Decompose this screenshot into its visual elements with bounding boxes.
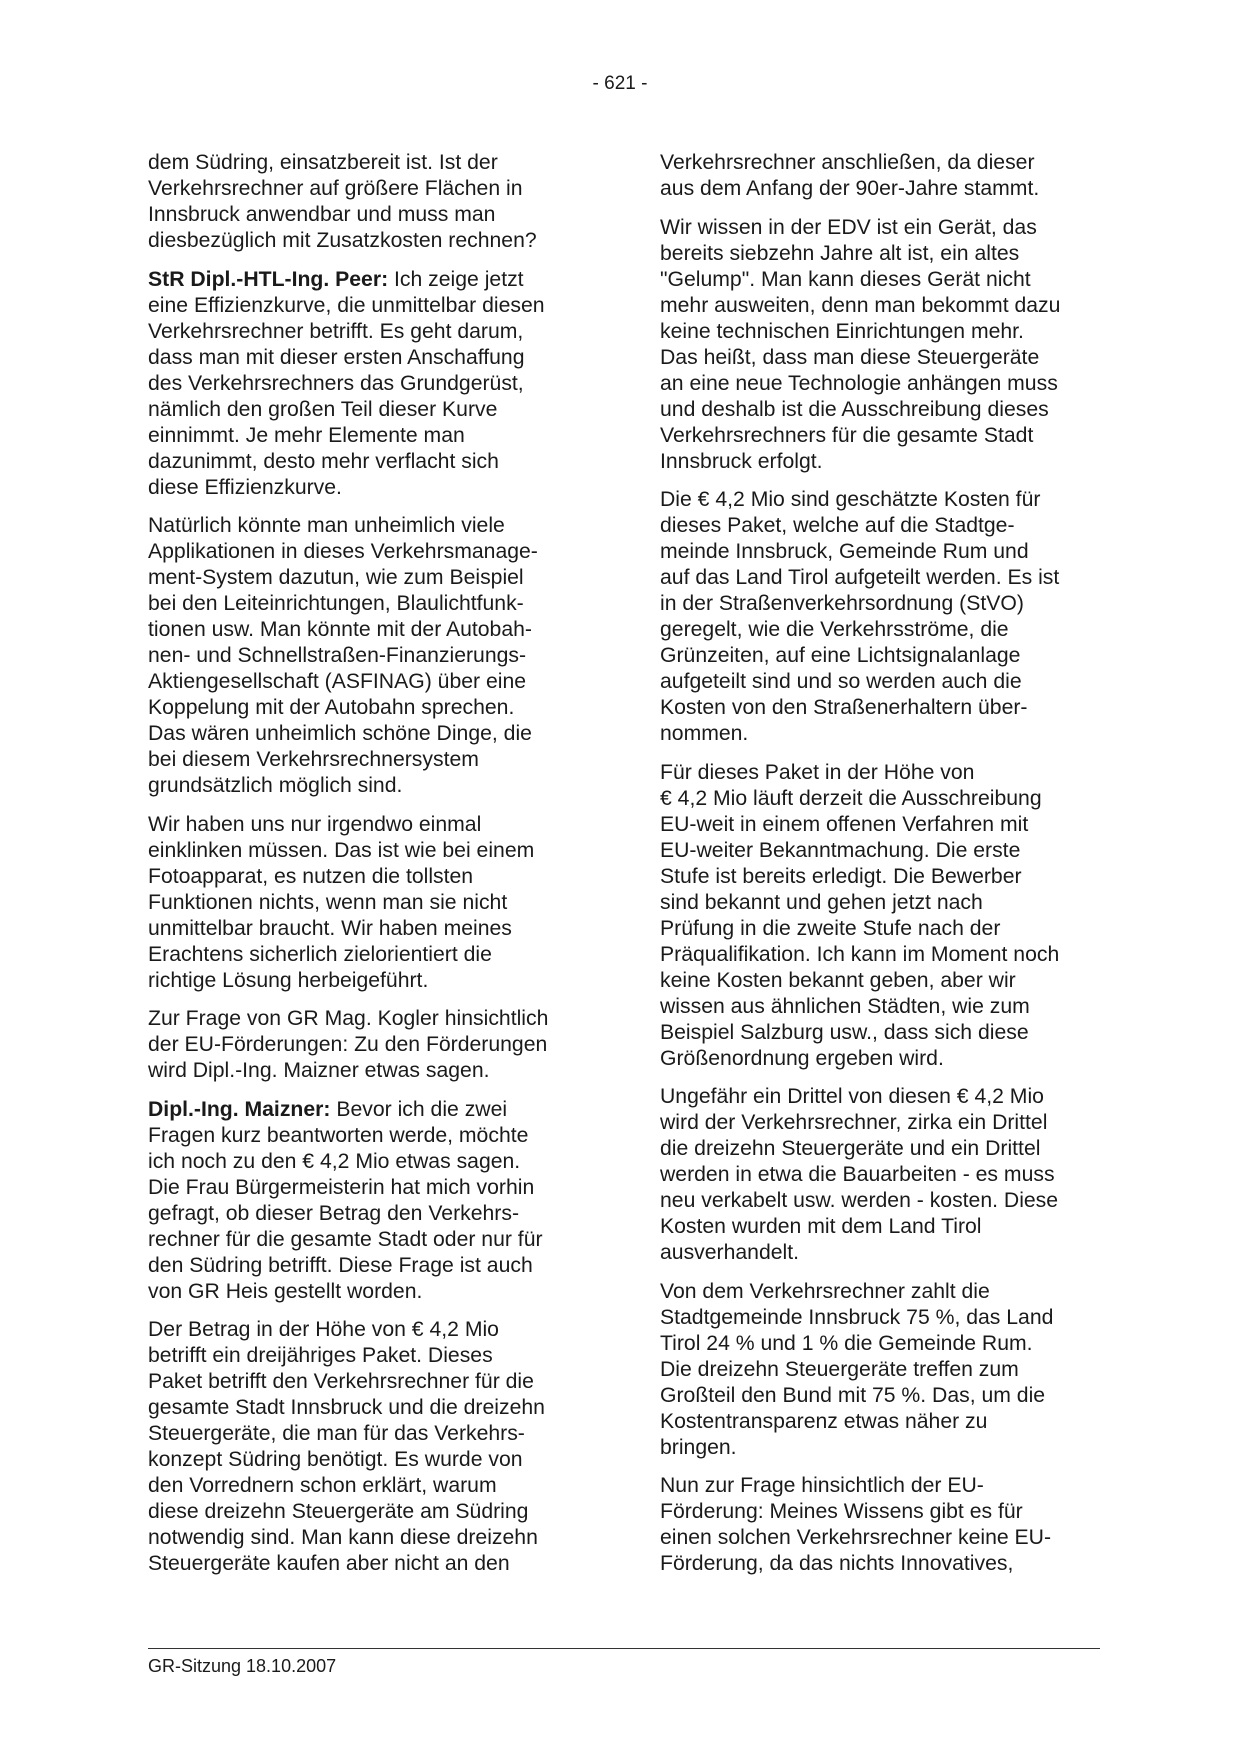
- text-line: dazunimmt, desto mehr verflacht sich: [148, 449, 499, 473]
- paragraph: [660, 487, 1115, 747]
- text-line: Nun zur Frage hinsichtlich der EU-: [660, 1474, 984, 1497]
- text-line: wissen aus ähnlichen Städten, wie zum: [660, 994, 1030, 1018]
- text-line: werden in etwa die Bauarbeiten - es muss: [660, 1163, 1055, 1186]
- text-line: nommen.: [660, 722, 749, 745]
- text-line: betrifft ein dreijähriges Paket. Dieses: [148, 1344, 493, 1367]
- text-line: Tirol 24 % und 1 % die Gemeinde Rum.: [660, 1331, 1033, 1355]
- paragraph: [148, 812, 603, 994]
- paragraph: [660, 1473, 1115, 1577]
- text-line: Erachtens sicherlich zielorientiert die: [148, 942, 492, 966]
- text-line: EU-weiter Bekanntmachung. Die erste: [660, 838, 1021, 862]
- text-line: des Verkehrsrechners das Grundgerüst,: [148, 371, 524, 395]
- text-line: dieses Paket, welche auf die Stadtge-: [660, 514, 1015, 537]
- text-line: ausverhandelt.: [660, 1241, 799, 1264]
- text-line: mehr ausweiten, denn man bekommt dazu: [660, 293, 1061, 317]
- text-line: EU-weit in einem offenen Verfahren mit: [660, 812, 1029, 836]
- text-line: aus dem Anfang der 90er-Jahre stammt.: [660, 177, 1040, 200]
- text-line: Paket betrifft den Verkehrsrechner für die: [148, 1370, 534, 1393]
- text-line: notwendig sind. Man kann diese dreizehn: [148, 1526, 538, 1549]
- text-line: Großteil den Bund mit 75 %. Das, um die: [660, 1383, 1046, 1407]
- text-line: meinde Innsbruck, Gemeinde Rum und: [660, 540, 1029, 563]
- text-line: Innsbruck erfolgt.: [660, 449, 823, 473]
- text-line: Ungefähr ein Drittel von diesen € 4,2 Mio: [660, 1085, 1044, 1108]
- text-line: eine Effizienzkurve, die unmittelbar diesen: [148, 293, 545, 317]
- text-line: Verkehrsrechner betrifft. Es geht darum,: [148, 319, 524, 343]
- text-line: Präqualifikation. Ich kann im Moment noch: [660, 942, 1060, 966]
- footer-session-date: GR-Sitzung 18.10.2007: [148, 1656, 337, 1676]
- text-line: Stufe ist bereits erledigt. Die Bewerber: [660, 864, 1022, 888]
- text-line: bei diesem Verkehrsrechnersystem: [148, 748, 479, 771]
- text-line: keine Kosten bekannt geben, aber wir: [660, 968, 1016, 992]
- speaker-name: StR Dipl.-HTL-Ing. Peer:: [148, 267, 389, 291]
- text-line: Koppelung mit der Autobahn sprechen.: [148, 696, 515, 719]
- paragraph: [660, 150, 1115, 202]
- text-line: Beispiel Salzburg usw., dass sich diese: [660, 1020, 1029, 1044]
- text-line: Die € 4,2 Mio sind geschätzte Kosten für: [660, 488, 1041, 511]
- text-line: [148, 1097, 603, 1123]
- text-line: an eine neue Technologie anhängen muss: [660, 371, 1058, 395]
- text-line: Für dieses Paket in der Höhe von: [660, 760, 975, 784]
- text-line: diesbezüglich mit Zusatzkosten rechnen?: [148, 229, 537, 252]
- footer-divider: [148, 1648, 1100, 1649]
- text-line: geregelt, wie die Verkehrsströme, die: [660, 618, 1009, 641]
- text-line: Die Frau Bürgermeisterin hat mich vorhin: [148, 1175, 535, 1199]
- paragraph: [660, 215, 1115, 475]
- speaker-statement: Bevor ich die zwei: [330, 1097, 508, 1121]
- paragraph: [148, 267, 603, 501]
- text-line: Aktiengesellschaft (ASFINAG) über eine: [148, 670, 527, 693]
- text-line: wird Dipl.-Ing. Maizner etwas sagen.: [148, 1059, 490, 1082]
- text-line: Kostentransparenz etwas näher zu: [660, 1409, 988, 1433]
- text-line: Stadtgemeinde Innsbruck 75 %, das Land: [660, 1305, 1054, 1329]
- text-line: Fragen kurz beantworten werde, möchte: [148, 1123, 529, 1147]
- text-line: Verkehrsrechner auf größere Flächen in: [148, 177, 523, 200]
- text-line: richtige Lösung herbeigeführt.: [148, 968, 429, 992]
- text-line: einen solchen Verkehrsrechner keine EU-: [660, 1526, 1052, 1549]
- text-line: neu verkabelt usw. werden - kosten. Diese: [660, 1189, 1059, 1212]
- paragraph: [148, 1097, 603, 1305]
- text-line: diese dreizehn Steuergeräte am Südring: [148, 1500, 529, 1523]
- text-line: [148, 267, 603, 293]
- left-column: [148, 150, 603, 1590]
- text-line: bringen.: [660, 1435, 737, 1459]
- text-line: Die dreizehn Steuergeräte treffen zum: [660, 1357, 1019, 1381]
- page-number: - 621 -: [592, 73, 648, 94]
- text-line: Das wären unheimlich schöne Dinge, die: [148, 722, 532, 745]
- paragraph: [660, 760, 1115, 1072]
- text-line: den Vorrednern schon erklärt, warum: [148, 1474, 497, 1497]
- text-line: tionen usw. Man könnte mit der Autobah-: [148, 618, 532, 641]
- text-line: Steuergeräte, die man für das Verkehrs-: [148, 1422, 525, 1445]
- text-line: grundsätzlich möglich sind.: [148, 774, 403, 797]
- text-line: und deshalb ist die Ausschreibung dieses: [660, 397, 1049, 421]
- text-line: unmittelbar braucht. Wir haben meines: [148, 916, 512, 940]
- text-line: ich noch zu den € 4,2 Mio etwas sagen.: [148, 1149, 521, 1173]
- text-line: dem Südring, einsatzbereit ist. Ist der: [148, 151, 498, 174]
- text-line: Das heißt, dass man diese Steuergeräte: [660, 345, 1040, 369]
- text-line: diese Effizienzkurve.: [148, 475, 342, 499]
- text-line: gesamte Stadt Innsbruck und die dreizehn: [148, 1396, 545, 1419]
- text-line: rechner für die gesamte Stadt oder nur für: [148, 1227, 543, 1251]
- text-line: Der Betrag in der Höhe von € 4,2 Mio: [148, 1318, 499, 1341]
- text-line: Grünzeiten, auf eine Lichtsignalanlage: [660, 644, 1021, 667]
- text-line: Verkehrsrechner anschließen, da dieser: [660, 151, 1035, 174]
- text-line: auf das Land Tirol aufgeteilt werden. Es ist: [660, 566, 1060, 589]
- text-line: in der Straßenverkehrsordnung (StVO): [660, 592, 1024, 615]
- text-line: € 4,2 Mio läuft derzeit die Ausschreibung: [660, 786, 1042, 810]
- text-line: bereits siebzehn Jahre alt ist, ein altes: [660, 241, 1020, 265]
- text-line: dass man mit dieser ersten Anschaffung: [148, 345, 525, 369]
- text-line: den Südring betrifft. Diese Frage ist auch: [148, 1253, 533, 1277]
- right-column: [660, 150, 1115, 1590]
- speaker-name: Dipl.-Ing. Maizner:: [148, 1097, 331, 1121]
- text-line: aufgeteilt sind und so werden auch die: [660, 670, 1022, 693]
- text-line: Wir wissen in der EDV ist ein Gerät, das: [660, 215, 1037, 239]
- text-line: Kosten wurden mit dem Land Tirol: [660, 1215, 982, 1238]
- text-line: wird der Verkehrsrechner, zirka ein Drittel: [660, 1111, 1048, 1134]
- text-line: gefragt, ob dieser Betrag den Verkehrs-: [148, 1201, 519, 1225]
- text-line: Steuergeräte kaufen aber nicht an den: [148, 1552, 510, 1575]
- text-line: Förderung: Meines Wissens gibt es für: [660, 1500, 1023, 1523]
- text-line: sind bekannt und gehen jetzt nach: [660, 890, 983, 914]
- text-line: nämlich den großen Teil dieser Kurve: [148, 397, 498, 421]
- text-line: Zur Frage von GR Mag. Kogler hinsichtlich: [148, 1007, 549, 1030]
- text-line: Wir haben uns nur irgendwo einmal: [148, 812, 482, 836]
- text-line: der EU-Förderungen: Zu den Förderungen: [148, 1033, 548, 1056]
- text-line: "Gelump". Man kann dieses Gerät nicht: [660, 267, 1031, 291]
- text-line: einnimmt. Je mehr Elemente man: [148, 423, 465, 447]
- text-line: Applikationen in dieses Verkehrsmanage-: [148, 540, 538, 563]
- paragraph: [660, 1279, 1115, 1461]
- text-line: keine technischen Einrichtungen mehr.: [660, 319, 1024, 343]
- paragraph: [660, 1084, 1115, 1266]
- text-line: Kosten von den Straßenerhaltern über-: [660, 696, 1028, 719]
- text-line: Förderung, da das nichts Innovatives,: [660, 1552, 1014, 1575]
- text-line: ment-System dazutun, wie zum Beispiel: [148, 566, 524, 589]
- text-line: Innsbruck anwendbar und muss man: [148, 203, 496, 226]
- paragraph: [148, 1317, 603, 1577]
- text-line: Prüfung in die zweite Stufe nach der: [660, 916, 1001, 940]
- speaker-statement: Ich zeige jetzt: [388, 267, 524, 291]
- text-line: Größenordnung ergeben wird.: [660, 1046, 944, 1070]
- text-line: Von dem Verkehrsrechner zahlt die: [660, 1279, 990, 1303]
- text-line: nen- und Schnellstraßen-Finanzierungs-: [148, 644, 527, 667]
- text-line: Fotoapparat, es nutzen die tollsten: [148, 864, 474, 888]
- paragraph: [148, 1006, 603, 1084]
- text-line: von GR Heis gestellt worden.: [148, 1279, 423, 1303]
- text-line: Natürlich könnte man unheimlich viele: [148, 514, 505, 537]
- text-line: konzept Südring benötigt. Es wurde von: [148, 1448, 523, 1471]
- paragraph: [148, 150, 603, 254]
- text-line: die dreizehn Steuergeräte und ein Drittel: [660, 1137, 1041, 1160]
- paragraph: [148, 513, 603, 799]
- text-line: einklinken müssen. Das ist wie bei einem: [148, 838, 535, 862]
- text-line: Verkehrsrechners für die gesamte Stadt: [660, 423, 1034, 447]
- text-line: bei den Leiteinrichtungen, Blaulichtfunk-: [148, 592, 524, 615]
- text-line: Funktionen nichts, wenn man sie nicht: [148, 890, 508, 914]
